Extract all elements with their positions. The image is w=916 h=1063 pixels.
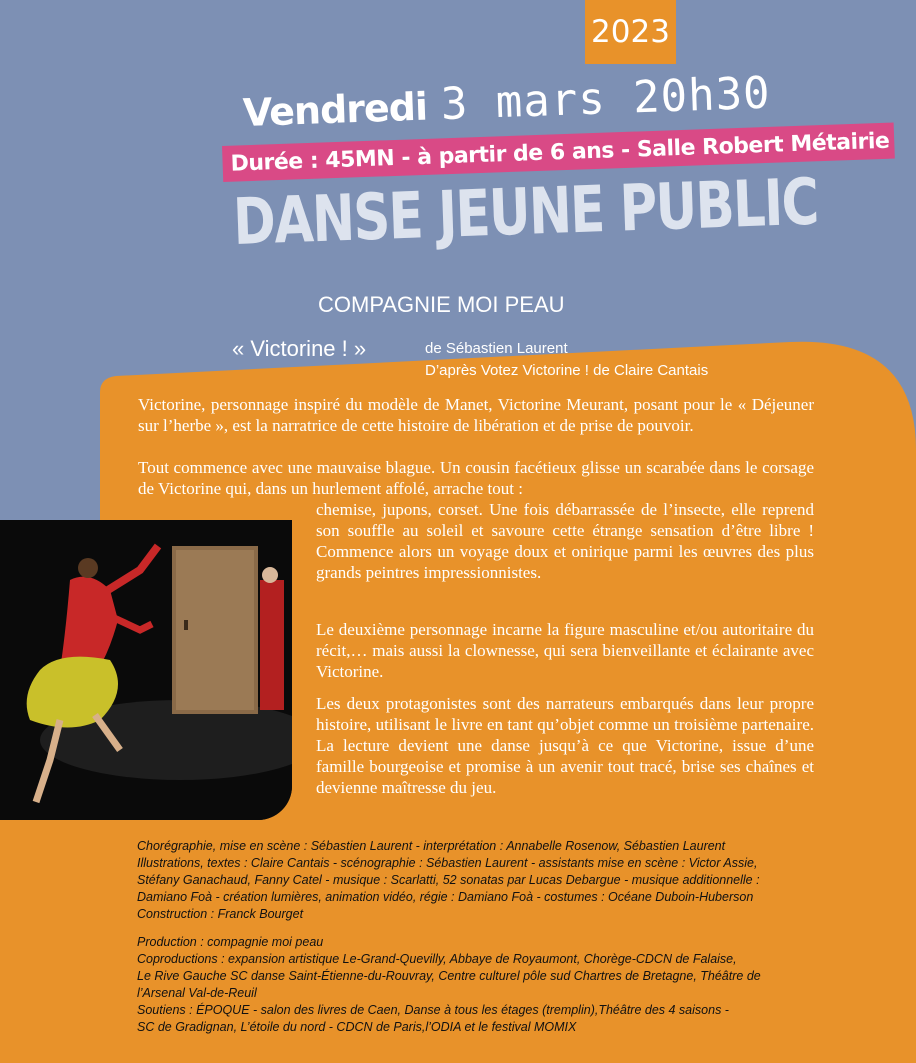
work-source: D’après Votez Victorine ! de Claire Cantais [425, 362, 709, 379]
description-paragraph: Victorine, personnage inspiré du modèle de Manet, Victorine Meurant, posant pour le « Déjeuner sur l’herbe », est la narratrice de cette histoire de libération et de prise de pouvoir. [138, 395, 814, 435]
company-name: COMPAGNIE MOI PEAU [318, 292, 565, 317]
performance-photo [0, 520, 292, 820]
info-band: Durée : 45MN - à partir de 6 ans - Salle Robert Métairie [222, 123, 895, 182]
credits-block [137, 838, 827, 1036]
performance-photo-illustration [0, 520, 292, 820]
date-day: Vendredi [242, 84, 428, 135]
credits-line: Illustrations, textes : Claire Cantais - scénographie : Sébastien Laurent - assistants mise en scène : Victor Assie, [137, 856, 758, 870]
year-tab: 2023 [585, 0, 676, 64]
description-paragraph: Le deuxième personnage incarne la figure masculine et/ou autoritaire du récit,… mais aussi la clownesse, qui sera bienveillante et éclairante avec Victorine. [316, 620, 814, 681]
description-paragraph: Les deux protagonistes sont des narrateurs embarqués dans leur propre histoire, utilisant le livre en tant qu’objet comme un troisième partenaire. La lecture devient une danse jusqu’à ce que Victorine, issue d’une famille bourgeoise et promise à un avenir tout tracé, brise ses chaînes et devienne maîtresse du jeu. [316, 694, 814, 797]
credits-line: Construction : Franck Bourget [137, 907, 304, 921]
work-author: de Sébastien Laurent [425, 340, 568, 357]
work-title: « Victorine ! » [232, 336, 367, 361]
credits-line: Coproductions : expansion artistique Le-Grand-Quevilly, Abbaye de Royaumont, Chorège-CDCN de Falaise, [137, 952, 737, 966]
credits-line: l’Arsenal Val-de-Reuil [137, 986, 257, 1000]
credits-line: Le Rive Gauche SC danse Saint-Étienne-du-Rouvray, Centre culturel pôle sud Chartres de Bretagne, Théâtre de [137, 969, 761, 983]
credits-line: Damiano Foà - création lumières, animation vidéo, régie : Damiano Foà - costumes : Océane Duboin-Huberson [137, 890, 754, 904]
description-paragraph: Tout commence avec une mauvaise blague. Un cousin facétieux glisse un scarabée dans le corsage de Victorine qui, dans un hurlement affolé, arrache tout : [138, 458, 814, 498]
credits-line: Stéfany Ganachaud, Fanny Catel - musique : Scarlatti, 52 sonatas par Lucas Debargue - musique additionnelle : [137, 873, 760, 887]
credits-line: SC de Gradignan, L’étoile du nord - CDCN de Paris,l’ODIA et le festival MOMIX [137, 1020, 577, 1034]
credits-line: Chorégraphie, mise en scène : Sébastien Laurent - interprétation : Annabelle Rosenow, Sébastien Laurent [137, 839, 726, 853]
date-time: 3 mars 20h30 [439, 67, 772, 131]
page-title-text: DANSE JEUNE PUBLIC [232, 165, 819, 260]
credits-line: Production : compagnie moi peau [137, 935, 324, 949]
description-paragraph: chemise, jupons, corset. Une fois débarrassée de l’insecte, elle reprend son souffle au soleil et savoure cette étrange sensation d’être libre ! Commence alors un voyage doux et onirique parmi les œuvres des plus grands peintres impressionnistes. [316, 500, 814, 582]
credits-line: Soutiens : ÉPOQUE - salon des livres de Caen, Danse à tous les étages (tremplin),Théâtre des 4 saisons - [137, 1003, 729, 1017]
